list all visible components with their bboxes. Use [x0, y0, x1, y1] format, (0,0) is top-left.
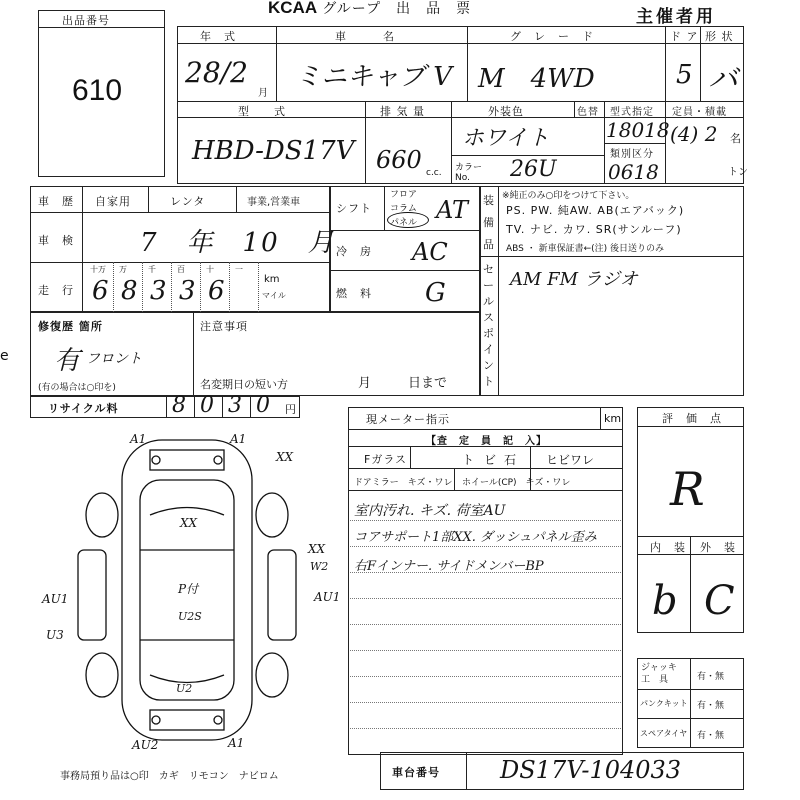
damage-mark: P付 [178, 582, 199, 596]
office-note: 事務局預り品は○印 カギ リモコン ナビロム [60, 771, 279, 782]
year-value: 28/2 [185, 56, 248, 89]
inspection-value: 7 年 10 月 [140, 228, 336, 258]
glass-option[interactable]: ト [462, 453, 475, 467]
displacement-value: 660 [376, 146, 422, 174]
fuel-value: G [425, 278, 446, 308]
recycle-label: リサイクル料 [48, 402, 119, 415]
color-change-label: 色替 [577, 107, 599, 118]
mileage-digit: 3 [150, 276, 167, 306]
repair-label: 修復歴 箇所 [38, 320, 103, 333]
header [268, 0, 471, 18]
mileage-digit: 8 [121, 276, 138, 306]
interior-score: b [652, 578, 678, 624]
recycle-digit: 3 [228, 393, 242, 418]
damage-mark: AU1 [42, 592, 69, 606]
lot-number: 610 [72, 74, 123, 107]
sales-point-value: AM FM ラジオ [510, 269, 638, 290]
digit-unit: 十 [206, 265, 214, 274]
inspection-label: 車 検 [38, 234, 74, 247]
interior-label: 内 装 [650, 541, 686, 554]
chassis-number: DS17V-104033 [500, 756, 682, 784]
exterior-score: C [704, 578, 735, 624]
shape-value: バ [708, 62, 738, 97]
puncture-kit-value[interactable]: 有・無 [697, 701, 725, 711]
equipment-line-3: ABS ・ 新車保証書←(注) 後日送りのみ [506, 244, 665, 254]
recycle-digit: 0 [256, 393, 270, 418]
business-option[interactable]: 事業,営業車 [247, 197, 301, 208]
name-label: 車 名 [335, 30, 395, 43]
ac-label: 冷 房 [336, 245, 372, 258]
grade-label: グ レ ー ド [510, 30, 594, 43]
shift-label: シフト [336, 202, 372, 215]
exterior-label: 外 装 [700, 541, 736, 554]
organizer-label: 主催者用 [636, 7, 716, 27]
type-designation-label: 型式指定 [610, 107, 654, 118]
rating-label: 評 価 点 [662, 412, 722, 425]
repair-location: フロント [86, 351, 142, 367]
spare-tire-label: スペアタイヤ [640, 729, 688, 738]
recycle-digit-divider [250, 396, 251, 418]
color-no-label: カラー No. [455, 163, 483, 183]
displacement-label: 排 気 量 [380, 105, 425, 118]
digit-unit: 十万 [90, 265, 106, 274]
equipment-line-1: PS. PW. 純AW. AB(エアバック) [506, 204, 685, 217]
form-title: グループ 出 品 票 [322, 1, 472, 17]
mileage-digit-cell [229, 262, 259, 312]
vehicle-name: ミニキャブ V [295, 62, 453, 92]
capacity-value: (4) 2 [670, 122, 718, 146]
sales-point-label: セールスポイント [483, 263, 494, 388]
damage-mark: A1 [228, 736, 245, 750]
equipment-note: ※純正のみ○印をつけて下さい。 [502, 191, 635, 201]
damage-mark: U3 [46, 628, 64, 642]
wheel-label: ホイール(CP) キズ・ワレ [462, 478, 571, 488]
model-value: HBD-DS17V [192, 136, 355, 166]
equipment-line-2: TV. ナビ. カワ. SR(サンルーフ) [506, 223, 682, 236]
digit-unit: 万 [119, 265, 127, 274]
mileage-label: 走 行 [38, 284, 74, 297]
recycle-digit-divider [166, 396, 167, 418]
damage-mark: W2 [310, 560, 329, 573]
notes-label: 注意事項 [200, 320, 248, 333]
glass-option[interactable]: ヒビワレ [546, 453, 595, 467]
grade-value: M 4WD [478, 64, 595, 94]
color-no-value: 26U [510, 157, 557, 182]
shift-value: AT [436, 196, 469, 224]
inspector-note: 右Fインナー. サイドメンバーBP [354, 559, 544, 574]
damage-mark: XX [180, 516, 198, 530]
damage-mark: A1 [230, 432, 247, 446]
recycle-digit: 8 [172, 393, 186, 418]
recycle-digit-divider [194, 396, 195, 418]
shape-label: 形 状 [705, 30, 734, 43]
glass-label: Fガラス [364, 453, 407, 466]
damage-mark: XX [276, 450, 294, 464]
mileage-digit: 6 [208, 276, 225, 306]
equipment-label: 装備品 [483, 194, 494, 251]
damage-mark: AU2 [132, 738, 159, 752]
inspector-note: コアサポート1部XX. ダッシュパネル歪み [354, 530, 597, 545]
jack-value[interactable]: 有・無 [697, 672, 725, 682]
doors-label: ド ア [670, 30, 699, 43]
rental-option[interactable]: レンタ [170, 195, 206, 208]
digit-unit: 一 [235, 265, 243, 274]
meter-label: 現メーター指示 [366, 413, 450, 426]
inspector-header: 【査 定 員 記 入】 [426, 436, 547, 447]
private-use-option[interactable]: 自家用 [95, 195, 131, 208]
recycle-digit-divider [222, 396, 223, 418]
margin-mark: e [0, 348, 9, 364]
rating-score: R [670, 462, 705, 516]
damage-mark: XX [308, 542, 326, 556]
glass-option[interactable]: 石 [504, 453, 517, 467]
jack-label: ジャッキ 工 具 [641, 663, 677, 685]
digit-unit: 百 [177, 265, 185, 274]
mileage-digit: 6 [92, 276, 109, 306]
chassis-label: 車台番号 [392, 766, 440, 779]
damage-mark: AU1 [314, 590, 341, 604]
year-label: 年 式 [200, 30, 236, 43]
recycle-digit: 0 [200, 393, 214, 418]
history-label: 車 歴 [38, 195, 74, 208]
lot-label: 出品番号 [62, 14, 110, 27]
model-label: 型 式 [238, 105, 286, 118]
capacity-label: 定員・積載 [672, 107, 727, 118]
puncture-kit-label: パンクキット [640, 699, 688, 708]
exterior-color-label: 外装色 [488, 105, 524, 118]
category-value: 0618 [608, 160, 659, 184]
name-change-label: 名変期日の短い方 [200, 378, 288, 391]
ac-value: AC [412, 238, 448, 266]
fuel-label: 燃 料 [336, 287, 372, 300]
inspector-note: 室内汚れ. キズ. 荷室AU [354, 503, 506, 519]
type-designation-value: 18018 [606, 118, 670, 142]
exterior-color-value: ホワイト [462, 126, 550, 151]
spare-tire-value[interactable]: 有・無 [697, 731, 725, 741]
damage-mark: U2 [176, 682, 193, 695]
mileage-digit: 3 [179, 276, 196, 306]
damage-mark: A1 [130, 432, 147, 446]
doors-value: 5 [676, 60, 693, 90]
glass-option[interactable]: ビ [484, 453, 497, 467]
digit-unit: 千 [148, 265, 156, 274]
damage-mark: U2S [178, 610, 202, 623]
repair-value: 有 [54, 346, 81, 376]
category-label: 類別区分 [610, 149, 654, 160]
repair-note: (有の場合は○印を) [38, 383, 116, 393]
mirror-label: ドアミラー キズ・ワレ [354, 478, 453, 488]
brand-logo: KCAA [268, 0, 318, 17]
